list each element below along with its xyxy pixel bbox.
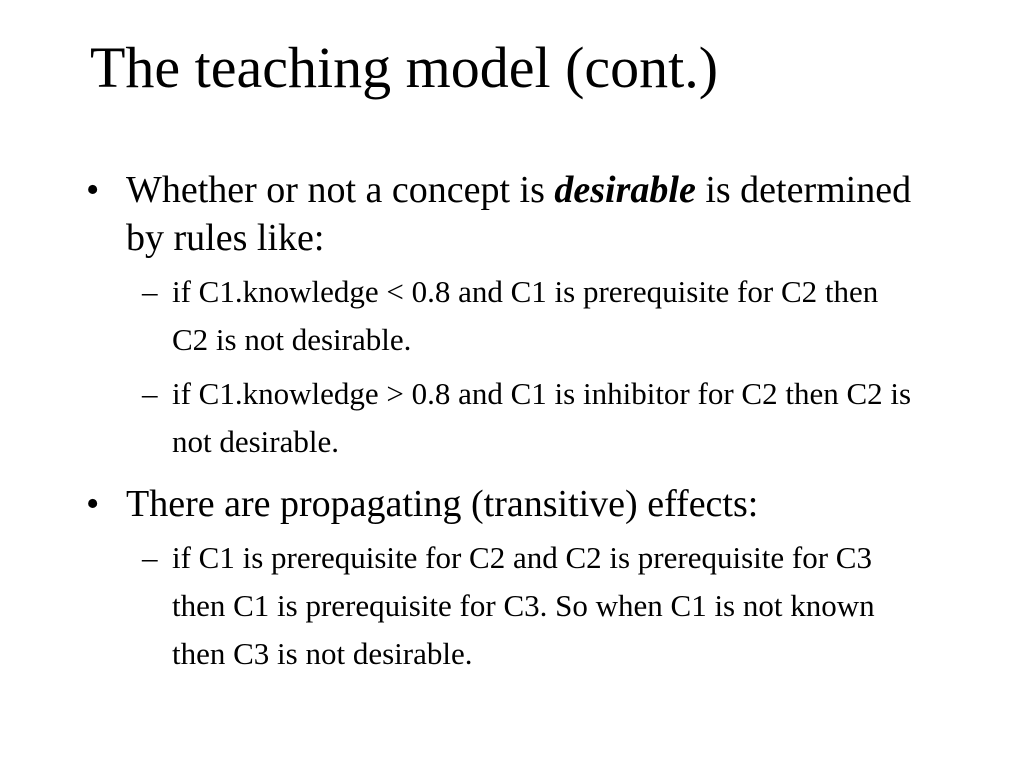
subitem-list-container [0,268,1024,466]
subitem-rule-prerequisite [0,268,1024,364]
bullet-text-before: Whether or not a concept is [126,169,555,211]
subitem-text: if C1.knowledge < 0.8 and C1 is prerequisite for C2 then C2 is not desirable. [172,274,879,357]
bullet-text-after: is determined by rules like: [126,169,912,259]
subitem-text: if C1.knowledge > 0.8 and C1 is inhibitor for C2 then C2 is not desirable. [172,376,912,459]
subitem-list [0,534,1024,678]
subitem-list-container [0,534,1024,678]
sub-marker: – [142,540,158,575]
bullet-item-propagating [0,480,1024,528]
bullet-marker: • [86,169,100,211]
bullet-list [0,166,1024,692]
bullet-emphasis-desirable: desirable [554,169,696,211]
bullet-marker: • [86,483,100,525]
sub-marker: – [142,274,158,309]
subitem-rule-inhibitor [0,370,1024,466]
bullet-item-desirable [0,166,1024,262]
sub-marker: – [142,376,158,411]
subitem-list [0,268,1024,466]
bullet-text: There are propagating (transitive) effects: [126,483,759,525]
slide-title: The teaching model (cont.) [90,35,719,100]
subitem-text: if C1 is prerequisite for C2 and C2 is prerequisite for C3 then C1 is prerequisite for C3. So when C1 is not known then C3 is not desirable. [172,540,875,671]
subitem-rule-transitive [0,534,1024,678]
